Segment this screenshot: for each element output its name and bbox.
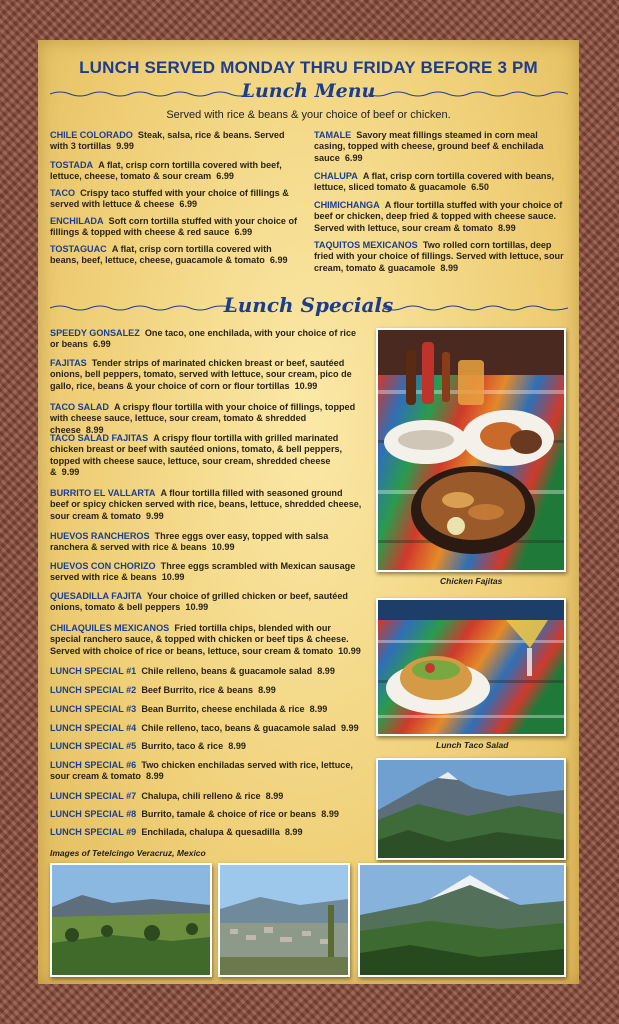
- special-lunch-9: LUNCH SPECIAL #9 Enchilada, chalupa & quesadilla 8.99: [50, 827, 303, 837]
- special-chilaquiles-mexicanos: CHILAQUILES MEXICANOS Fried tortilla chips, blended with our special ranchero sauce, & topped with chicken or beef tips & cheese. Served with choice of rice or beans, lettuce, sour cream & tomato 10.99: [50, 623, 361, 656]
- valley-landscape-photo: [50, 863, 212, 977]
- special-fajitas: FAJITAS Tender strips of marinated chicken breast or beef, sautéed onions, bell peppers, tomato, served with lettuce, sour cream, pico de gallo, rice, beans & your choice of corn or flour tortillas 10.99: [50, 358, 352, 391]
- volcano-landscape-photo: [358, 863, 566, 977]
- special-lunch-6: LUNCH SPECIAL #6 Two chicken enchiladas served with rice, lettuce, sour cream & tomato 8.99: [50, 760, 353, 782]
- lunch-hours-headline: LUNCH SERVED MONDAY THRU FRIDAY BEFORE 3 PM: [79, 58, 538, 77]
- flourish-right-icon: [368, 90, 568, 98]
- mountain-landscape-photo: [376, 758, 566, 860]
- special-taco-salad-fajitas: TACO SALAD FAJITAS A crispy flour tortilla with grilled marinated chicken breast or beef with sautéed onions, tomato, & bell peppers, topped with cheese sauce, lettuce, sour cream, shredded cheese & 9.99: [50, 433, 343, 478]
- menu-item-tostada: TOSTADA A flat, crisp corn tortilla covered with beef, lettuce, cheese, tomato & sour cream 6.99: [50, 160, 282, 182]
- flourish-right-icon: [383, 304, 568, 312]
- special-speedy-gonsalez: SPEEDY GONSALEZ One taco, one enchilada, with your choice of rice or beans 6.99: [50, 328, 357, 350]
- menu-item-tostaguac: TOSTAGUAC A flat, crisp corn tortilla covered with beans, beef, lettuce, cheese, guacamole & tomato 6.99: [50, 244, 288, 266]
- chicken-fajitas-caption: Chicken Fajitas: [440, 576, 503, 586]
- special-lunch-2: LUNCH SPECIAL #2 Beef Burrito, rice & beans 8.99: [50, 685, 276, 695]
- menu-item-chalupa: CHALUPA A flat, crisp corn tortilla covered with beans, lettuce, sliced tomato & guacamole 6.50: [314, 171, 555, 193]
- special-huevos-con-chorizo: HUEVOS CON CHORIZO Three eggs scrambled with Mexican sausage served with rice & beans 10.99: [50, 561, 356, 583]
- menu-panel: [38, 40, 579, 984]
- taco-salad-photo: [376, 598, 566, 736]
- special-burrito-el-vallarta: BURRITO EL VALLARTA A flour tortilla filled with seasoned ground beef or spicy chicken served with rice, beans, lettuce, shredded cheese, sour cream & tomato 9.99: [50, 488, 362, 521]
- menu-item-tamale: TAMALE Savory meat fillings steamed in corn meal casing, topped with cheese, ground beef & enchilada sauce 6.99: [314, 130, 544, 163]
- chicken-fajitas-photo: [376, 328, 566, 572]
- special-lunch-8: LUNCH SPECIAL #8 Burrito, tamale & choice of rice or beans 8.99: [50, 809, 339, 819]
- special-lunch-5: LUNCH SPECIAL #5 Burrito, taco & rice 8.99: [50, 741, 246, 751]
- town-landscape-photo: [218, 863, 350, 977]
- special-lunch-3: LUNCH SPECIAL #3 Bean Burrito, cheese enchilada & rice 8.99: [50, 704, 328, 714]
- special-lunch-4: LUNCH SPECIAL #4 Chile relleno, taco, beans & guacamole salad 9.99: [50, 723, 359, 733]
- special-lunch-1: LUNCH SPECIAL #1 Chile relleno, beans & guacamole salad 8.99: [50, 666, 335, 676]
- lunch-menu-title: Lunch Menu: [241, 80, 376, 102]
- special-taco-salad: TACO SALAD A crispy flour tortilla with your choice of fillings, topped with cheese sauce, lettuce, sour cream, tomato & shredded cheese 8.99: [50, 402, 356, 435]
- taco-salad-caption: Lunch Taco Salad: [436, 740, 509, 750]
- menu-item-enchilada: ENCHILADA Soft corn tortilla stuffed with your choice of fillings & topped with cheese & red sauce 6.99: [50, 216, 298, 238]
- special-quesadilla-fajita: QUESADILLA FAJITA Your choice of grilled chicken or beef, sautéed onions, tomato & bell peppers 10.99: [50, 591, 348, 613]
- menu-item-taquitos-mexicanos: TAQUITOS MEXICANOS Two rolled corn tortillas, deep fried with your choice of fillings. Served with lettuce, sour cream, tomato & guacamole 8.99: [314, 240, 564, 273]
- lunch-menu-subtitle: Served with rice & beans & your choice of beef or chicken.: [166, 109, 451, 121]
- menu-item-chimichanga: CHIMICHANGA A flour tortilla stuffed with your choice of beef or chicken, deep fried & topped with cheese sauce. Served with lettuce, sour cream & tomato 8.99: [314, 200, 563, 233]
- lunch-specials-title: Lunch Specials: [223, 293, 394, 317]
- special-lunch-7: LUNCH SPECIAL #7 Chalupa, chili relleno & rice 8.99: [50, 791, 284, 801]
- menu-item-chile-colorado: CHILE COLORADO Steak, salsa, rice & beans. Served with 3 tortillas 9.99: [50, 130, 285, 152]
- menu-item-taco: TACO Crispy taco stuffed with your choice of fillings & served with lettuce & cheese 6.99: [50, 188, 289, 210]
- special-huevos-rancheros: HUEVOS RANCHEROS Three eggs over easy, topped with salsa ranchera & served with rice & beans 10.99: [50, 531, 329, 553]
- tetelcingo-images-caption: Images of Tetelcingo Veracruz, Mexico: [50, 848, 206, 858]
